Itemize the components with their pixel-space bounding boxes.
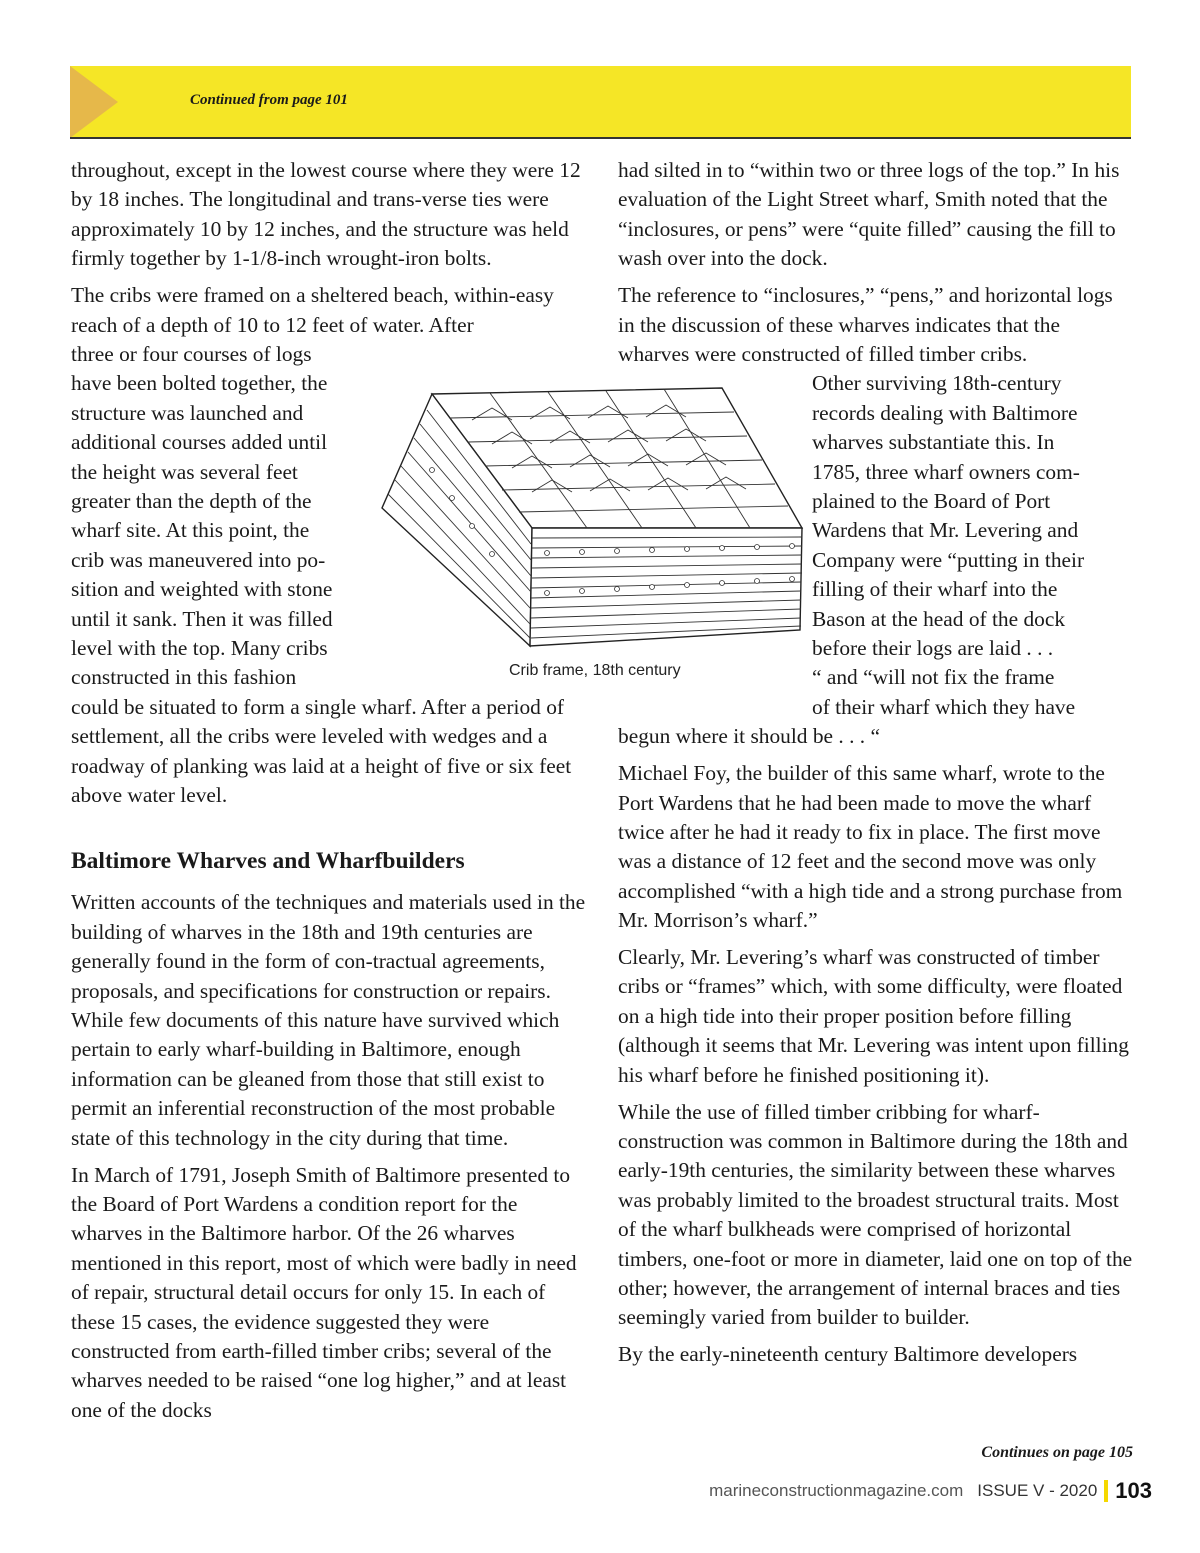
right-column — [618, 156, 1133, 1377]
text-line: crib was maneuvered into po- — [71, 547, 326, 572]
figure-caption: Crib frame, 18th century — [509, 662, 681, 679]
paragraph: The cribs were framed on a sheltered beach, within-easy reach of a depth of 10 to 12 feet of water. After — [71, 283, 554, 337]
crib-frame-figure — [372, 380, 812, 685]
paragraph: throughout, except in the lowest course where they were 12 by 18 inches. The longitudinal and trans-verse ties were approximately 10 by 12 inches, and the structure was held firmly together by 1-1/8-inch wrought-iron bolts. — [71, 158, 581, 271]
text-line: of their wharf which they have — [812, 694, 1076, 719]
wrap-text-lines — [812, 369, 1132, 722]
text-line: records dealing with Baltimore — [812, 400, 1078, 425]
crib-frame-illustration — [372, 380, 812, 660]
text-line: greater than the depth of the — [71, 488, 312, 513]
banner-arrow-icon — [70, 66, 118, 138]
paragraph: could be situated to form a single wharf. After a period of settlement, all the cribs were leveled with wedges and a roadway of planking was laid at a height of five or six feet above water level. — [71, 694, 572, 808]
footer-issue: ISSUE V - 2020 — [977, 1481, 1098, 1500]
paragraph: While the use of filled timber cribbing for wharf-construction was common in Baltimore during the 18th and early-19th centuries, the similarity between these wharves was probably limited to the broadest structural traits. Most of the wharf bulkheads were comprised of horizontal timbers, one-foot or more in diameter, laid one on top of the other; however, the arrangement of internal braces and ties seemingly varied from builder to builder. — [618, 1099, 1133, 1330]
text-line: wharf site. At this point, the — [71, 518, 310, 543]
text-line: sition and weighted with stone — [71, 577, 333, 602]
text-line: constructed in this fashion — [71, 665, 297, 690]
text-line: Other surviving 18th-century — [812, 371, 1062, 396]
wrap-text-lines — [71, 340, 371, 693]
footer-divider — [1104, 1480, 1108, 1502]
text-line: structure was launched and — [71, 400, 304, 425]
footer-site: marineconstructionmagazine.com — [709, 1481, 964, 1500]
continued-from-label: Continued from page 101 — [190, 92, 348, 108]
text-line: before their logs are laid . . . — [812, 636, 1054, 660]
section-heading: Baltimore Wharves and Wharfbuilders — [71, 848, 465, 875]
text-line: the height was several feet — [71, 459, 298, 484]
page-footer — [709, 1478, 1152, 1504]
text-line: level with the top. Many cribs — [71, 636, 328, 660]
paragraph: Michael Foy, the builder of this same wharf, wrote to the Port Wardens that he had been made to move the wharf twice after he had it ready to fix in place. The first move was a distance of 12 feet and the second move was only accomplished “with a high tide and a strong purchase from Mr. Morrison’s wharf.” — [618, 761, 1123, 933]
paragraph: Clearly, Mr. Levering’s wharf was constructed of timber cribs or “frames” which, with some difficulty, were floated on a high tide into their proper position before filling (although it seems that Mr. Levering was intent upon filling his wharf before he finished positioning it). — [618, 945, 1129, 1087]
left-column — [71, 156, 586, 1433]
text-line: additional courses added until — [71, 430, 328, 455]
paragraph: The reference to “inclosures,” “pens,” and horizontal logs in the discussion of these wharves indicates that the wharves were constructed of filled timber cribs. — [618, 283, 1113, 366]
paragraph: By the early-nineteenth century Baltimore developers — [618, 1342, 1078, 1367]
text-line: three or four courses of logs — [71, 341, 312, 366]
text-line: until it sank. Then it was filled — [71, 606, 333, 631]
text-line: filling of their wharf into the — [812, 577, 1058, 602]
paragraph: had silted in to “within two or three logs of the top.” In his evaluation of the Light Street wharf, Smith noted that the “inclosures, or pens” were “quite filled” causing the fill to wash over into the dock. — [618, 158, 1120, 271]
paragraph: In March of 1791, Joseph Smith of Baltimore presented to the Board of Port Wardens a condition report for the wharves in the Baltimore harbor. Of the 26 wharves mentioned in this report, most of which were badly in need of repair, structural detail occurs for only 15. In each of these 15 cases, the evidence suggested they were constructed from earth-filled timber cribs; several of the wharves needed to be raised “one log higher,” and at least one of the docks — [71, 1162, 577, 1422]
text-line: Company were “putting in their — [812, 547, 1085, 572]
text-line: 1785, three wharf owners com- — [812, 459, 1080, 484]
text-line: Wardens that Mr. Levering and — [812, 518, 1079, 543]
text-line: “ and “will not fix the frame — [812, 665, 1055, 690]
paragraph: begun where it should be . . . “ — [618, 724, 880, 749]
text-line: wharves substantiate this. In — [812, 430, 1055, 455]
banner-rule — [70, 137, 1131, 139]
paragraph: Written accounts of the techniques and materials used in the building of wharves in the 18th and 19th centuries are generally found in the form of con-tractual agreements, proposals, and specifications for construction or repairs. While few documents of this nature have survived which pertain to early wharf-building in Baltimore, enough information can be gleaned from those that still exist to permit an inferential reconstruction of the most probable state of this technology in the city during that time. — [71, 890, 586, 1150]
text-line: Bason at the head of the dock — [812, 606, 1066, 631]
page-number: 103 — [1115, 1478, 1152, 1503]
text-line: plained to the Board of Port — [812, 488, 1051, 513]
text-line: have been bolted together, the — [71, 371, 328, 396]
continues-label: Continues on page 105 — [981, 1444, 1133, 1461]
